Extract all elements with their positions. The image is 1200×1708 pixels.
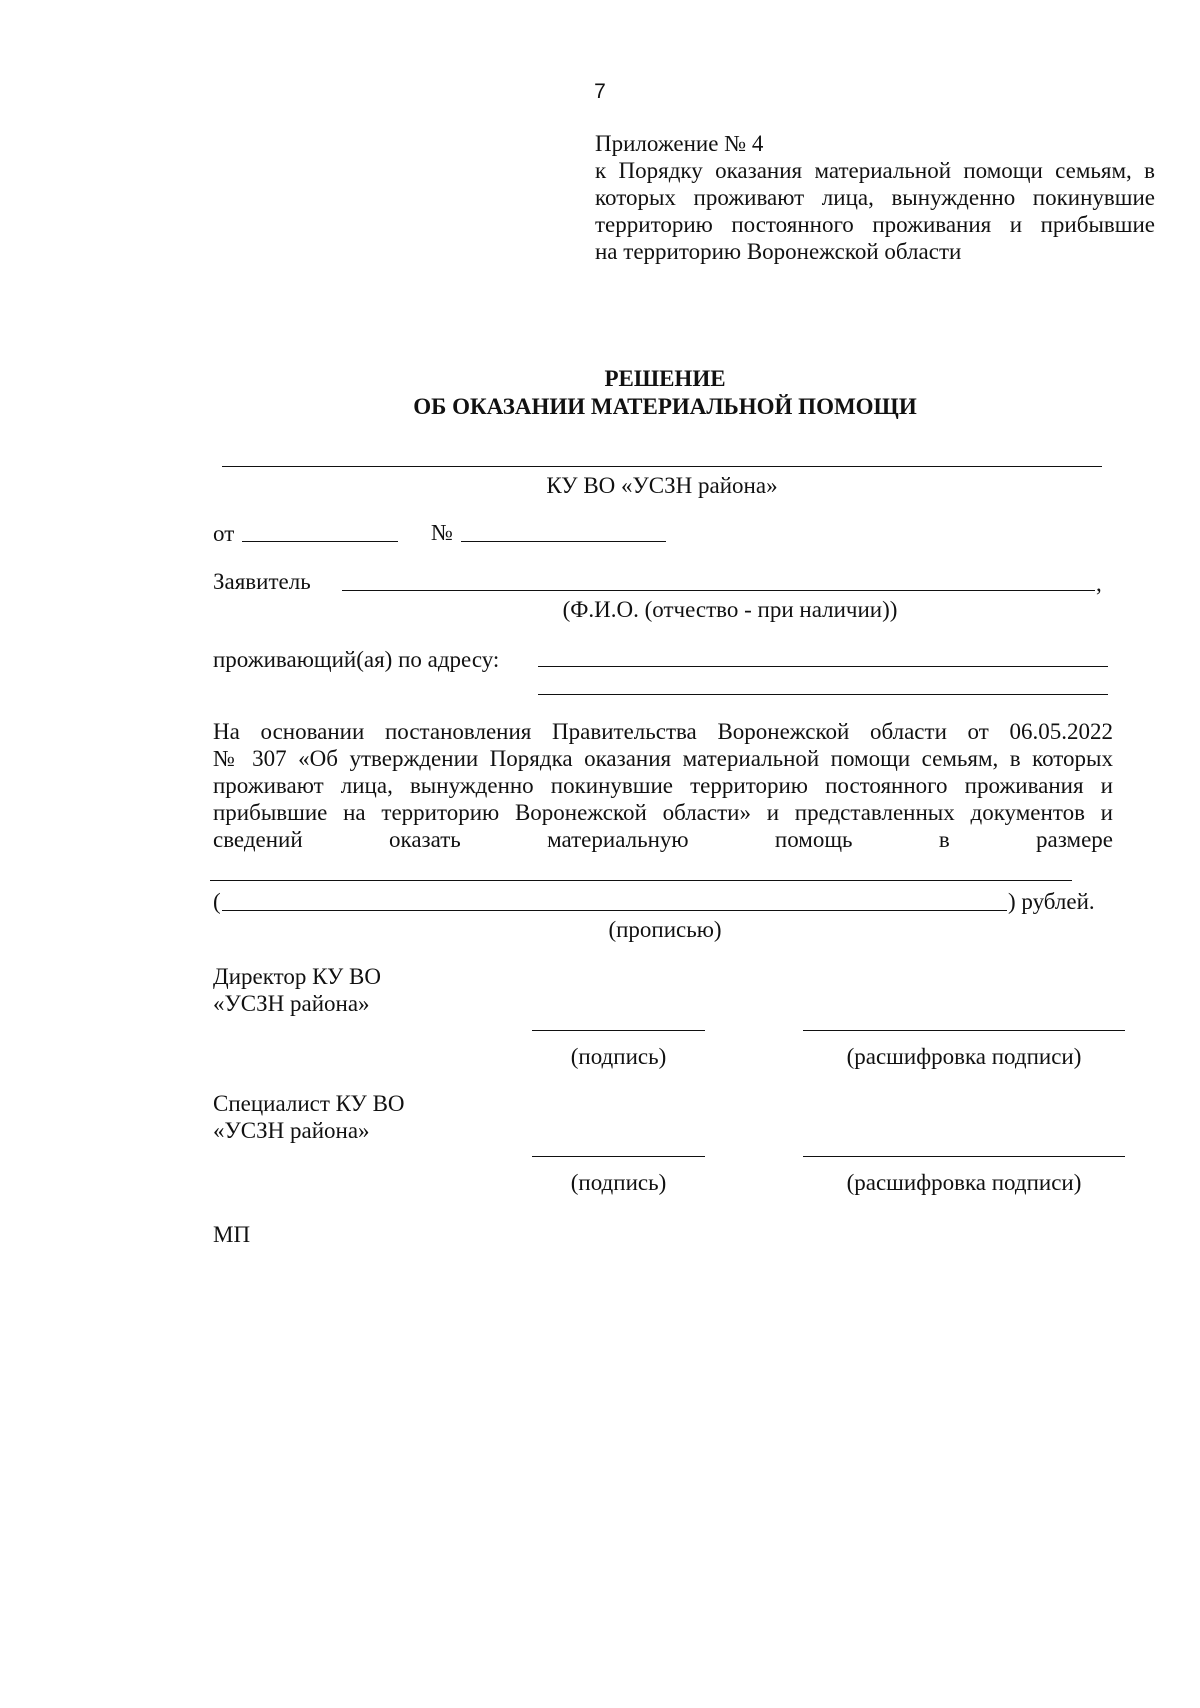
amount-words-line[interactable] xyxy=(222,910,1007,911)
specialist-signature-caption: (подпись) xyxy=(570,1170,667,1195)
address-line-1[interactable] xyxy=(538,666,1108,667)
body-line: прибывшие на территорию Воронежской области» и представленных документов и xyxy=(213,800,1113,825)
stamp-label: МП xyxy=(213,1222,251,1247)
applicant-caption: (Ф.И.О. (отчество - при наличии)) xyxy=(562,597,898,622)
document-subtitle: ОБ ОКАЗАНИИ МАТЕРИАЛЬНОЙ ПОМОЩИ xyxy=(413,394,917,419)
body-line: сведений оказать материальную помощь в размере xyxy=(213,827,1113,852)
appendix-line: которых проживают лица, вынужденно покинувшие xyxy=(595,185,1155,210)
number-label: № xyxy=(431,520,453,545)
address-line-2[interactable] xyxy=(538,694,1108,695)
amount-numeric-line[interactable] xyxy=(210,880,1072,881)
specialist-decode-caption: (расшифровка подписи) xyxy=(846,1170,1082,1195)
org-caption: КУ ВО «УСЗН района» xyxy=(546,473,778,498)
director-decode-caption: (расшифровка подписи) xyxy=(846,1044,1082,1069)
specialist-title: Специалист КУ ВО xyxy=(213,1091,405,1116)
appendix-line: территорию постоянного проживания и прибывшие xyxy=(595,212,1155,237)
decision-body xyxy=(213,718,1113,853)
director-org: «УСЗН района» xyxy=(213,991,370,1016)
page-number: 7 xyxy=(594,80,606,103)
appendix-line: на территорию Воронежской области xyxy=(595,239,962,264)
director-signature-caption: (подпись) xyxy=(570,1044,667,1069)
amount-currency: ) рублей. xyxy=(1008,889,1095,914)
specialist-org: «УСЗН района» xyxy=(213,1118,370,1143)
applicant-label: Заявитель xyxy=(213,569,311,594)
date-label: от xyxy=(213,521,235,546)
applicant-comma: , xyxy=(1096,571,1102,596)
org-name-line[interactable] xyxy=(222,466,1102,467)
applicant-name-line[interactable] xyxy=(342,590,1095,591)
date-field-line[interactable] xyxy=(242,541,398,542)
body-line: проживают лица, вынужденно покинувшие территорию постоянного проживания и xyxy=(213,773,1113,798)
appendix-number: Приложение № 4 xyxy=(595,131,764,156)
document-title: РЕШЕНИЕ xyxy=(604,366,726,391)
director-name-line[interactable] xyxy=(803,1030,1125,1031)
body-line: На основании постановления Правительства Воронежской области от 06.05.2022 xyxy=(213,719,1113,744)
appendix-line: к Порядку оказания материальной помощи семьям, в xyxy=(595,158,1155,183)
amount-caption: (прописью) xyxy=(608,917,722,942)
director-title: Директор КУ ВО xyxy=(213,964,381,989)
specialist-signature-line[interactable] xyxy=(532,1156,705,1157)
director-signature-line[interactable] xyxy=(532,1030,705,1031)
specialist-name-line[interactable] xyxy=(803,1156,1125,1157)
appendix-header xyxy=(595,130,1155,265)
address-label: проживающий(ая) по адресу: xyxy=(213,647,500,672)
body-line: № 307 «Об утверждении Порядка оказания материальной помощи семьям, в которых xyxy=(213,746,1113,771)
amount-open-paren: ( xyxy=(213,889,221,914)
number-field-line[interactable] xyxy=(461,541,666,542)
